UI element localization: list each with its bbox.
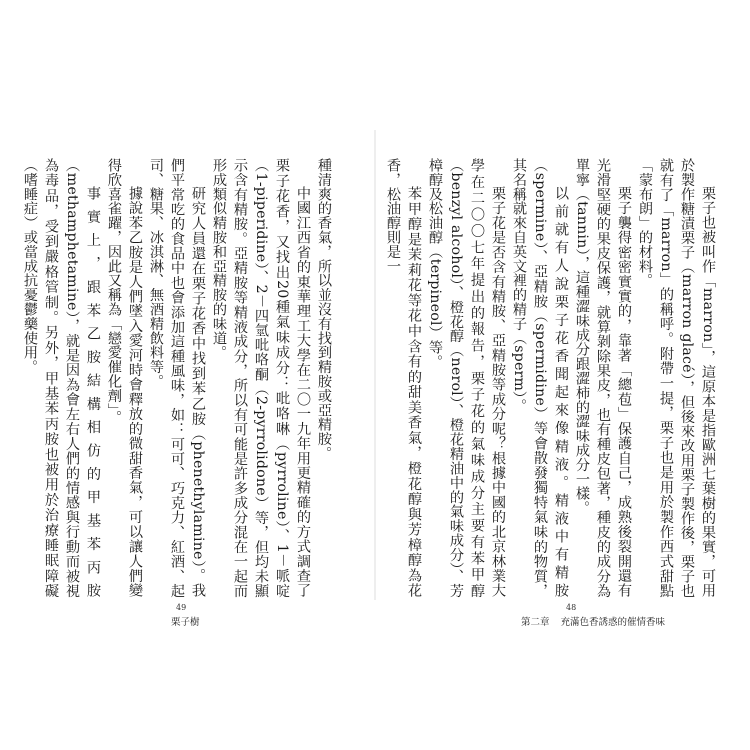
paragraph: 栗子花是否含有精胺、亞精胺等成分呢？根據中國的北京林業大學在二〇〇七年提出的報告，栗子花的氣味成分主要有苯甲醇（benzyl alcohol）、橙花醇（nerol）、橙花精油中的氣味成分）、芳樟醇及松油醇（terpineol）等。 [427,158,506,598]
running-head [521,614,665,628]
running-head-chapter: 第二章 [521,617,550,628]
page-number: 49 [176,603,187,612]
paragraph: 中國江西省的東華理工大學在二〇一九年用更精確的方式調查了栗子花香，又找出20種氣味成分：吡咯啉（pyrroline）、1－哌啶（1-piperidine）、2－四氫吡咯酮（2-pyrrolidone）等，但均未顯示含有精胺。亞精胺等精液成分，所以有可能是許多成分混在一起而形成類似精胺和亞精胺的味道。 [211,158,311,598]
paragraph: 栗子襲得密密實實的，靠著「總苞」保護自己，成熟後裂開還有光滑堅硬的果皮保護，就算剝除果皮，也有種皮包著，種皮的成分為單寧（tannin），這種澀味成分跟澀柿的澀味成分一樣。 [574,158,632,598]
running-head-title: 栗子樹 [171,617,200,628]
paragraph: 據說苯乙胺是人們墜入愛河時會釋放的微甜香氣，可以讓人們變得欣喜雀躍，因此又稱為「戀愛催化劑」。 [106,158,143,598]
page-number: 48 [566,603,577,612]
paragraph: 栗子也被叫作「marron」，這原本是指歐洲七葉樹的果實，可用於製作糖漬栗子（marron glacé），但後來改用栗子製作後，栗子也就有了「marron」的稱呼。附帶一提，栗子也是用於製作西式甜點「蒙布朗」的材料。 [637,158,716,598]
paragraph: 事實上，跟苯乙胺結構相仿的甲基苯丙胺（methamphetamine），就是因為會左右人們的情感與行動而被視為毒品，受到嚴格管制。另外，甲基苯丙胺也被用於治療睡眠障礙（嗜睡症）或當成抗憂鬱藥使用。 [22,158,101,598]
running-head-title: 充滿色香誘惑的催情香味 [560,617,666,628]
paragraph: 以前就有人說栗子花香聞起來像精液。精液中有精胺（spermine）、亞精胺（spermidine）等會散發獨特氣味的物質，其名稱就來自英文裡的精子（sperm）。 [511,158,569,598]
running-head [171,614,200,628]
left-text-block [22,158,334,598]
paragraph: 苯甲醇是茉莉花等花中含有的甜美香氣，橙花醇與芳樟醇為花香，松油醇則是一 [385,158,422,598]
right-text-block [385,158,718,598]
paragraph: 種清爽的香氣，所以並沒有找到精胺或亞精胺。 [316,158,332,461]
right-page [375,0,750,750]
paragraph: 研究人員還在栗子花香中找到苯乙胺（phenethylamine）。我們平常吃的食品中也會添加這種風味，如：可可、巧克力、紅酒、起司、糖果、冰淇淋、無酒精飲料等。 [148,158,206,598]
